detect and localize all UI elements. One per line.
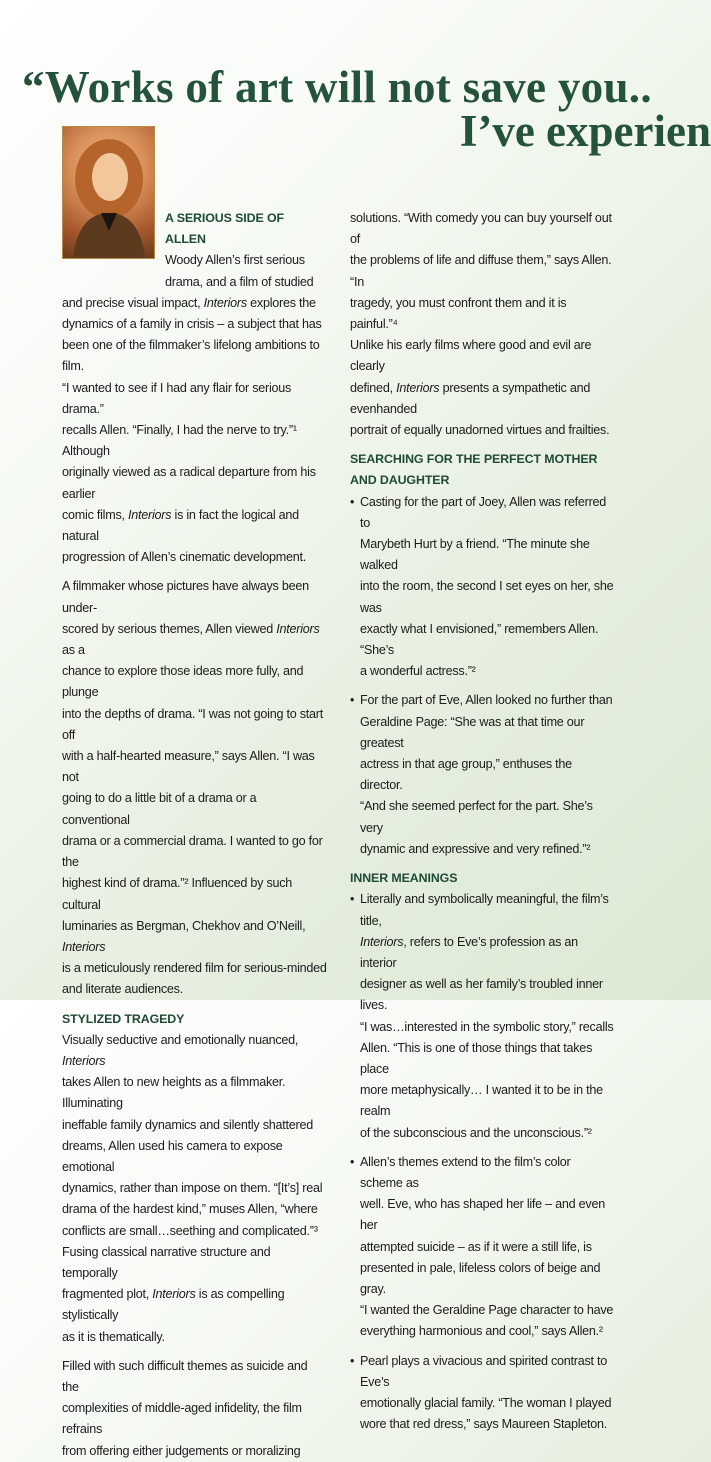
bullet-title: • Literally and symbolically meaningful, the film’s title, Interiors, refers to Eve’s profession as an interior designer as well as her family’s troubled inner lives. “I was…interested in the symbolic story,” recalls Allen. “This is one of those things that takes place more metaphysically… I wanted it to be in the realm of the subconscious and the unconscious.”² [350,889,616,1143]
bullet-pearl: • Pearl plays a vivacious and spirited contrast to Eve’s emotionally glacial family. “The woman I played wore that red dress,” says Maureen Stapleton. [350,1351,616,1436]
bullet-color-scheme: • Allen’s themes extend to the film’s color scheme as well. Eve, who has shaped her life – and even her attempted suicide – as if it were a still life, is presented in pale, lifeless colors of beige and gray. “I wanted the Geraldine Page character to have everything harmonious and cool,” says Allen.² [350,1152,616,1343]
paragraph-stylized: Visually seductive and emotionally nuanced, Interiors takes Allen to new heights as a filmmaker. Illuminating ineffable family dynamics and silently shattered dreams, Allen used his camera to expose emotional dynamics, rather than impose on them. “[It’s] real drama of the hardest kind,” muses Allen, “where conflicts are small…seething and complicated.”³ Fusing classical narrative structure and temporally fragmented plot, Interiors is as compelling stylistically as it is thematically. [62,1032,323,1344]
paragraph-themes: Filled with such difficult themes as suicide and the complexities of middle-aged infidelity, the film refrains from offering either judgements or moralizing [62,1358,308,1458]
paragraph-solutions: solutions. “With comedy you can buy yourself out of the problems of life and diffuse them,” says Allen. “In tragedy, you must confront them and it is painful.”⁴ Unlike his early films where good and evil are clearly defined, Interiors presents a sympathetic and evenhanded portrait of equally unadorned virtues and frailties. [350,211,612,438]
right-column [350,208,616,1435]
heading-serious-side: A SERIOUS SIDE OF ALLEN [165,211,285,247]
heading-stylized-tragedy: STYLIZED TRAGEDY [62,1011,185,1026]
paragraph-intro: Woody Allen’s first serious drama, and a film of studied and precise visual impact, Interiors explores the dynamics of a family in crisis – a subject that has been one of the filmmaker’s lifelong ambitions to film. “I wanted to see if I had any flair for serious drama.” recalls Allen. “Finally, I had the nerve to try.”¹ Although originally viewed as a radical departure from his earlier comic films, Interiors is in fact the logical and natural progression of Allen’s cinematic development. [62,253,322,565]
bullet-joey: • Casting for the part of Joey, Allen was referred to Marybeth Hurt by a friend. “The minute she walked into the room, the second I set eyes on her, she was exactly what I envisioned,” remembers Allen. “She’s a wonderful actress.”² [350,492,616,683]
paragraph-filmmaker: A filmmaker whose pictures have always been under- scored by serious themes, Allen viewed Interiors as a chance to explore those ideas more fully, and plunge into the depths of drama. “I was not going to start off with a half-hearted measure,” says Allen. “I was not going to do a little bit of a drama or a conventional drama or a commercial drama. I wanted to go for the highest kind of drama.”² Influenced by such cultural luminaries as Bergman, Chekhov and O’Neill, Interiors is a meticulously rendered film for serious-minded and literate audiences. [62,579,327,997]
headline-line-1: “Works of art will not save you.. [22,62,652,112]
heading-inner-meanings: INNER MEANINGS [350,871,458,886]
headline-line-2: I’ve experien [459,106,711,156]
left-column [62,208,327,1462]
bullet-eve: • For the part of Eve, Allen looked no further than Geraldine Page: “She was at that time our greatest actress in that age group,” enthuses the director. “And she seemed perfect for the part. She’s very dynamic and expressive and very refined.”² [350,690,616,860]
heading-searching: SEARCHING FOR THE PERFECT MOTHER AND DAUGHTER [350,452,598,488]
